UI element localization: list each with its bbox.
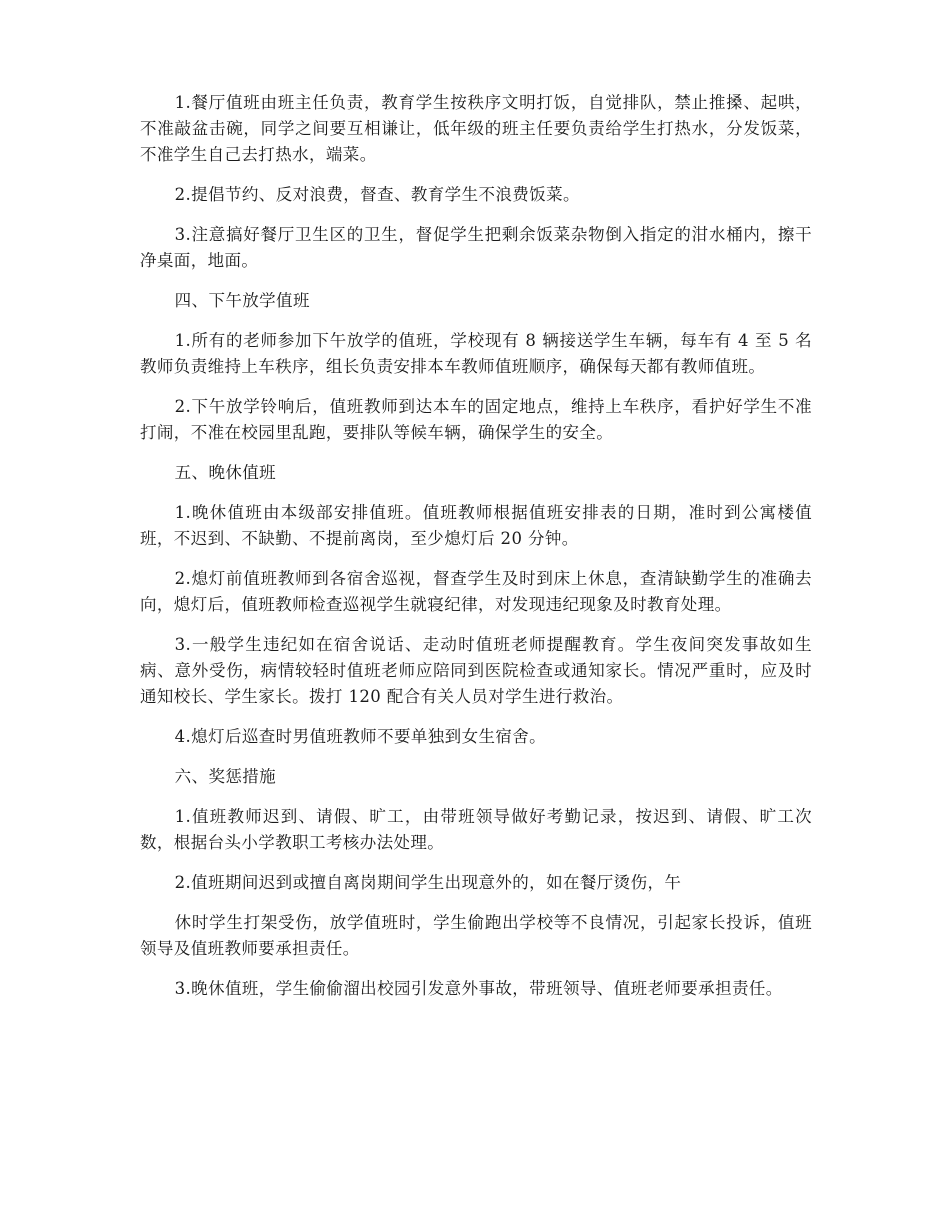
paragraph-penalty-1: 1.值班教师迟到、请假、旷工，由带班领导做好考勤记录，按迟到、请假、旷工次数，根据台头小学教职工考核办法处理。 xyxy=(140,807,812,852)
paragraph-night-duty-2: 2.熄灯前值班教师到各宿舍巡视，督查学生及时到床上休息，查清缺勤学生的准确去向，熄灯后，值班教师检查巡视学生就寝纪律，对发现违纪现象及时教育处理。 xyxy=(140,569,812,614)
paragraph-canteen-duty-2: 2.提倡节约、反对浪费，督查、教育学生不浪费饭菜。 xyxy=(174,185,580,204)
paragraph-night-duty-4: 4.熄灯后巡查时男值班教师不要单独到女生宿舍。 xyxy=(174,727,547,746)
paragraph-penalty-3: 3.晚休值班，学生偷偷溜出校园引发意外事故，带班领导、值班老师要承担责任。 xyxy=(174,979,783,998)
paragraph-afternoon-duty-2: 2.下午放学铃响后，值班教师到达本车的固定地点，维持上车秩序，看护好学生不准打闹，不准在校园里乱跑，要排队等候车辆，确保学生的安全。 xyxy=(140,397,812,442)
paragraph-canteen-duty-1: 1.餐厅值班由班主任负责，教育学生按秩序文明打饭，自觉排队，禁止推搡、起哄，不准敲盆击碗，同学之间要互相谦让，低年级的班主任要负责给学生打热水，分发饭菜，不准学生自己去打热水，端菜。 xyxy=(140,93,812,164)
section-heading-night-duty: 五、晚休值班 xyxy=(174,463,277,482)
section-heading-afternoon-dismissal: 四、下午放学值班 xyxy=(174,291,310,310)
paragraph-night-duty-3: 3.一般学生违纪如在宿舍说话、走动时值班老师提醒教育。学生夜间突发事故如生病、意外受伤，病情较轻时值班老师应陪同到医院检查或通知家长。情况严重时，应及时通知校长、学生家长。拨打 120 配合有关人员对学生进行救治。 xyxy=(140,635,812,706)
document-page xyxy=(140,90,812,1016)
paragraph-afternoon-duty-1: 1.所有的老师参加下午放学的值班，学校现有 8 辆接送学生车辆，每车有 4 至 5 名教师负责维持上车秩序，组长负责安排本车教师值班顺序，确保每天都有教师值班。 xyxy=(140,331,812,376)
paragraph-night-duty-1: 1.晚休值班由本级部安排值班。值班教师根据值班安排表的日期，准时到公寓楼值班，不迟到、不缺勤、不提前离岗，至少熄灯后 20 分钟。 xyxy=(140,503,812,548)
paragraph-canteen-duty-3: 3.注意搞好餐厅卫生区的卫生，督促学生把剩余饭菜杂物倒入指定的泔水桶内，擦干净桌面，地面。 xyxy=(140,225,812,270)
section-heading-rewards-penalties: 六、奖惩措施 xyxy=(174,767,277,786)
paragraph-penalty-2-continued: 休时学生打架受伤，放学值班时，学生偷跑出学校等不良情况，引起家长投诉，值班领导及值班教师要承担责任。 xyxy=(140,913,812,958)
paragraph-penalty-2: 2.值班期间迟到或擅自离岗期间学生出现意外的，如在餐厅烫伤，午 xyxy=(174,873,682,892)
